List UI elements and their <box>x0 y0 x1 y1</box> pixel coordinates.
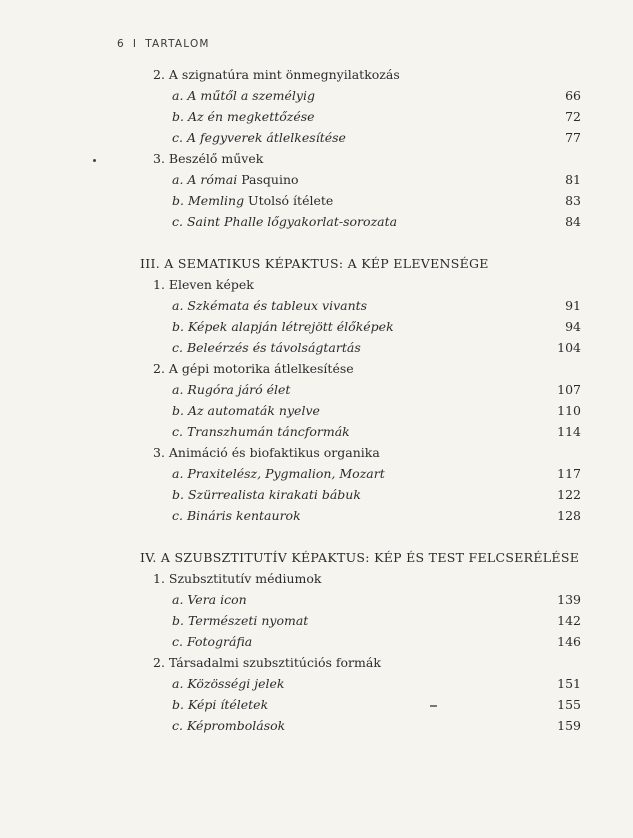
toc-entry <box>0 380 633 400</box>
entry-italic-text: Rugóra járó élet <box>187 382 291 397</box>
toc-entry <box>0 485 633 505</box>
entry-letter: c. <box>172 508 183 523</box>
entry-italic-text: Praxitelész, Pygmalion, Mozart <box>187 466 385 481</box>
toc-entry <box>0 464 633 484</box>
entry-italic-text: Az automaták nyelve <box>187 403 320 418</box>
toc-entry <box>0 86 633 106</box>
toc-entry <box>0 695 633 715</box>
running-header <box>117 38 210 50</box>
print-mark <box>430 705 437 707</box>
toc-chapter <box>0 569 633 589</box>
entry-italic-text: Fotográfia <box>186 634 253 649</box>
toc-entry <box>0 296 633 316</box>
toc-page-number: 66 <box>565 88 581 103</box>
toc-entry-title <box>172 632 252 652</box>
toc-entry-title: III. A SEMATIKUS KÉPAKTUS: A KÉP ELEVENSÉGE <box>140 256 489 271</box>
toc-page-number: 81 <box>565 172 581 187</box>
entry-letter: c. <box>172 718 183 733</box>
toc-entry <box>0 212 633 232</box>
entry-letter: a. <box>172 172 184 187</box>
toc-page-number: 110 <box>557 403 581 418</box>
toc-page-number: 151 <box>557 676 581 691</box>
entry-letter: a. <box>172 676 184 691</box>
entry-italic-text: Képi ítéletek <box>187 697 269 712</box>
toc-part-heading <box>0 548 633 568</box>
toc-page-number: 139 <box>557 592 581 607</box>
entry-italic-text: Transzhumán táncformák <box>186 424 350 439</box>
toc-entry-title <box>172 485 361 505</box>
toc-entry-title: 2. A gépi motorika átlelkesítése <box>153 361 354 376</box>
toc-entry-title: 3. Beszélő művek <box>153 151 264 166</box>
toc-page-number: 83 <box>565 193 581 208</box>
entry-letter: b. <box>172 613 184 628</box>
entry-italic-text: Bináris kentaurok <box>186 508 301 523</box>
entry-italic-text: Természeti nyomat <box>187 613 309 628</box>
toc-chapter <box>0 653 633 673</box>
entry-letter: b. <box>172 109 184 124</box>
toc-page-number: 117 <box>557 466 581 481</box>
toc-entry-title <box>172 212 397 232</box>
entry-italic-text: A fegyverek átlelkesítése <box>186 130 346 145</box>
toc-page-number: 84 <box>565 214 581 229</box>
entry-italic-text: Képek alapján létrejött élőképek <box>187 319 394 334</box>
entry-italic-text: Szürrealista kirakati bábuk <box>187 487 361 502</box>
toc-entry-title <box>172 296 367 316</box>
print-speck <box>93 159 96 162</box>
toc-page-number: 114 <box>557 424 581 439</box>
entry-letter: b. <box>172 193 184 208</box>
toc-page-number: 72 <box>565 109 581 124</box>
toc-page-number: 159 <box>557 718 581 733</box>
toc-page-number: 77 <box>565 130 581 145</box>
toc-entry <box>0 191 633 211</box>
toc-entry-title <box>172 191 333 211</box>
toc-page-number: 94 <box>565 319 581 334</box>
toc-entry <box>0 632 633 652</box>
entry-letter: a. <box>172 466 184 481</box>
entry-letter: b. <box>172 319 184 334</box>
toc-entry <box>0 611 633 631</box>
entry-letter: b. <box>172 403 184 418</box>
toc-entry-title <box>172 380 290 400</box>
toc-chapter <box>0 65 633 85</box>
toc-entry <box>0 401 633 421</box>
toc-entry-title <box>172 170 299 190</box>
toc-page-number: 155 <box>557 697 581 712</box>
toc-entry <box>0 317 633 337</box>
toc-entry-title: 3. Animáció és biofaktikus organika <box>153 445 380 460</box>
toc-entry-title: 2. Társadalmi szubsztitúciós formák <box>153 655 381 670</box>
toc-entry <box>0 674 633 694</box>
entry-letter: c. <box>172 340 183 355</box>
toc-entry-title <box>172 422 350 442</box>
entry-letter: a. <box>172 298 184 313</box>
toc-entry <box>0 506 633 526</box>
toc-part-heading <box>0 254 633 274</box>
entry-letter: c. <box>172 214 183 229</box>
toc-entry-title <box>172 674 285 694</box>
entry-letter: c. <box>172 130 183 145</box>
toc-page-number: 122 <box>557 487 581 502</box>
toc-page-number: 146 <box>557 634 581 649</box>
toc-page-number: 128 <box>557 508 581 523</box>
toc-page-number: 104 <box>557 340 581 355</box>
entry-italic-text: Szkémata és tableux vivants <box>187 298 368 313</box>
toc-entry-title <box>172 464 385 484</box>
entry-italic-text: Memling <box>187 193 245 208</box>
entry-italic-text: Közösségi jelek <box>187 676 285 691</box>
toc-entry-title <box>172 338 361 358</box>
header-separator: I <box>132 38 138 50</box>
toc-entry <box>0 590 633 610</box>
entry-letter: b. <box>172 697 184 712</box>
toc-entry-title <box>172 506 301 526</box>
toc-entry <box>0 338 633 358</box>
entry-roman-text: Pasquino <box>237 172 299 187</box>
entry-italic-text: Beleérzés és távolságtartás <box>186 340 361 355</box>
page-number: 6 <box>117 38 125 50</box>
toc-entry-title <box>172 317 394 337</box>
toc-entry <box>0 422 633 442</box>
toc-page-number: 142 <box>557 613 581 628</box>
toc-entry-title <box>172 695 268 715</box>
toc-entry-title <box>172 611 308 631</box>
toc-chapter <box>0 359 633 379</box>
section-title: TARTALOM <box>145 38 210 50</box>
toc-entry-title <box>172 716 285 736</box>
toc-entry-title <box>172 107 315 127</box>
toc-entry <box>0 107 633 127</box>
entry-letter: a. <box>172 88 184 103</box>
toc-chapter <box>0 443 633 463</box>
toc-entry <box>0 128 633 148</box>
entry-letter: b. <box>172 487 184 502</box>
entry-italic-text: Képrombolások <box>186 718 286 733</box>
entry-letter: c. <box>172 424 183 439</box>
entry-italic-text: A műtől a személyig <box>187 88 315 103</box>
entry-letter: a. <box>172 382 184 397</box>
entry-italic-text: Az én megkettőzése <box>187 109 315 124</box>
entry-letter: a. <box>172 592 184 607</box>
toc-entry-title: 1. Szubsztitutív médiumok <box>153 571 322 586</box>
toc-page-number: 91 <box>565 298 581 313</box>
toc-entry-title <box>172 86 315 106</box>
toc-entry <box>0 170 633 190</box>
toc-entry-title <box>172 401 320 421</box>
toc-entry-title: 1. Eleven képek <box>153 277 254 292</box>
entry-letter: c. <box>172 634 183 649</box>
toc-page-number: 107 <box>557 382 581 397</box>
entry-roman-text: Utolsó ítélete <box>244 193 334 208</box>
entry-italic-text: A római <box>187 172 238 187</box>
toc-entry-title <box>172 128 346 148</box>
toc-entry-title: 2. A szignatúra mint önmegnyilatkozás <box>153 67 400 82</box>
entry-italic-text: Saint Phalle lőgyakorlat-sorozata <box>186 214 398 229</box>
toc-entry-title <box>172 590 247 610</box>
toc-entry <box>0 716 633 736</box>
toc-entry-title: IV. A SZUBSZTITUTÍV KÉPAKTUS: KÉP ÉS TEST FELCSERÉLÉSE <box>140 550 580 565</box>
toc-chapter <box>0 275 633 295</box>
entry-italic-text: Vera icon <box>187 592 247 607</box>
